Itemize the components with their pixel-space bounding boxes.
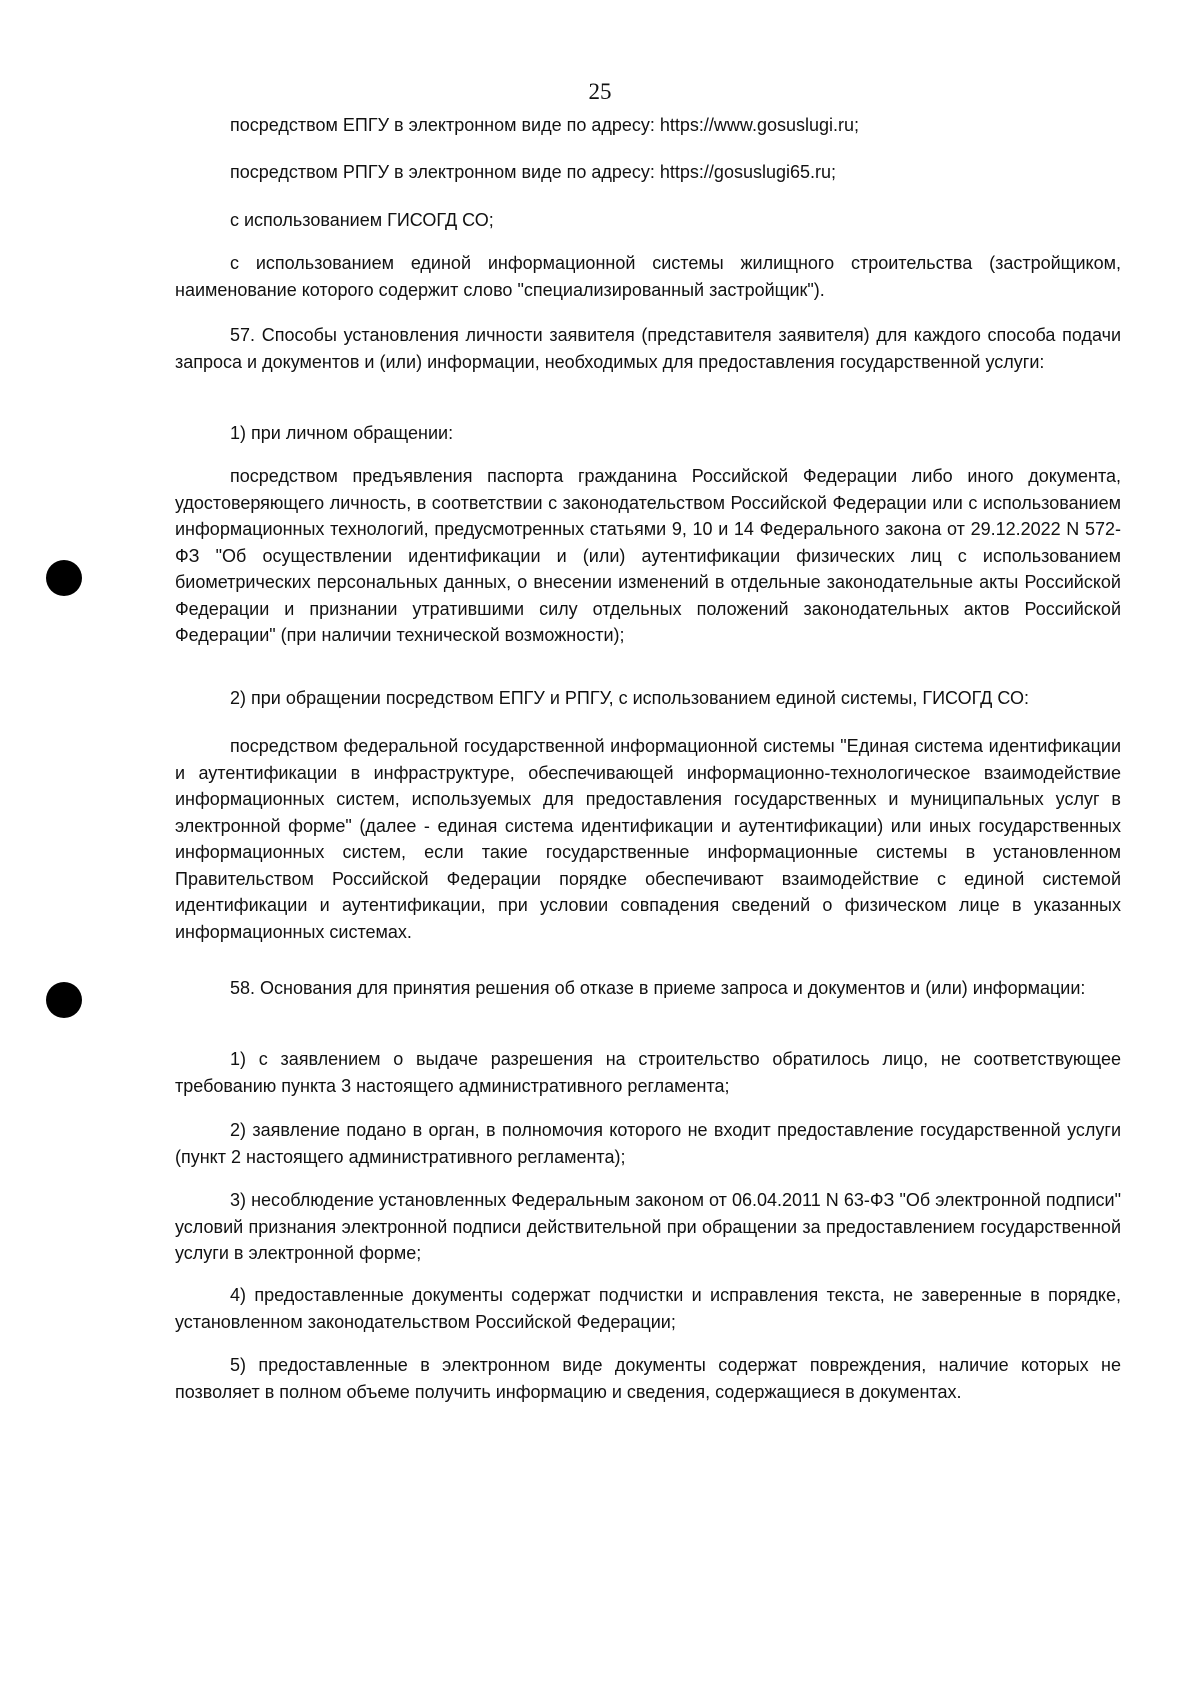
- paragraph-58-item-4: 4) предоставленные документы содержат подчистки и исправления текста, не заверенные в порядке, установленном законодательством Российской Федерации;: [175, 1285, 1121, 1332]
- paragraph-gisogd: с использованием ГИСОГД СО;: [230, 210, 494, 230]
- paragraph-personal-visit: 1) при личном обращении:: [230, 423, 454, 443]
- punch-hole-top: [46, 560, 82, 596]
- punch-hole-bottom: [46, 982, 82, 1018]
- paragraph-esia: посредством федеральной государственной информационной системы "Единая система идентификации и аутентификации в инфраструктуре, обеспечивающей информационно-технологическое взаимодействие информационных систем, используемых для предоставления государственных и муниципальных услуг в электронной форме" (далее - единая система идентификации и аутентификации) или иных государственных информационных систем, если такие государственные информационные системы в установленном Правительством Российской Федерации порядке обеспечивают взаимодействие с единой системой идентификации и аутентификации, при условии совпадения сведений о физическом лице в указанных информационных системах.: [175, 736, 1121, 942]
- paragraph-housing-system: с использованием единой информационной системы жилищного строительства (застройщиком, наименование которого содержит слово "специализированный застройщик").: [175, 253, 1121, 300]
- paragraph-57-heading: 57. Способы установления личности заявителя (представителя заявителя) для каждого способа подачи запроса и документов и (или) информации, необходимых для предоставления государственной услуги:: [175, 325, 1121, 372]
- paragraph-passport: посредством предъявления паспорта гражданина Российской Федерации либо иного документа, удостоверяющего личность, в соответствии с законодательством Российской Федерации или с использованием информационных технологий, предусмотренных статьями 9, 10 и 14 Федерального закона от 29.12.2022 N 572-ФЗ "Об осуществлении идентификации и (или) аутентификации физических лиц с использованием биометрических персональных данных, о внесении изменений в отдельные законодательные акты Российской Федерации и признании утратившими силу отдельных положений законодательных актов Российской Федерации" (при наличии технической возможности);: [175, 466, 1121, 645]
- paragraph-58-item-3: 3) несоблюдение установленных Федеральным законом от 06.04.2011 N 63-ФЗ "Об электронной подписи" условий признания электронной подписи действительной при обращении за предоставлением государственной услуги в электронной форме;: [175, 1190, 1121, 1263]
- page-number: 25: [588, 79, 612, 104]
- paragraph-58-heading: 58. Основания для принятия решения об отказе в приеме запроса и документов и (или) информации:: [230, 978, 1086, 998]
- paragraph-rpgu-address: посредством РПГУ в электронном виде по адресу: https://gosuslugi65.ru;: [230, 162, 837, 182]
- paragraph-58-item-2: 2) заявление подано в орган, в полномочия которого не входит предоставление государственной услуги (пункт 2 настоящего административного регламента);: [175, 1120, 1121, 1167]
- paragraph-epgu-address: посредством ЕПГУ в электронном виде по адресу: https://www.gosuslugi.ru;: [230, 115, 859, 135]
- paragraph-58-item-5: 5) предоставленные в электронном виде документы содержат повреждения, наличие которых не позволяет в полном объеме получить информацию и сведения, содержащиеся в документах.: [175, 1355, 1121, 1402]
- paragraph-electronic-request: 2) при обращении посредством ЕПГУ и РПГУ, с использованием единой системы, ГИСОГД СО:: [230, 688, 1029, 708]
- paragraph-58-item-1: 1) с заявлением о выдаче разрешения на строительство обратилось лицо, не соответствующее требованию пункта 3 настоящего административного регламента;: [175, 1049, 1121, 1096]
